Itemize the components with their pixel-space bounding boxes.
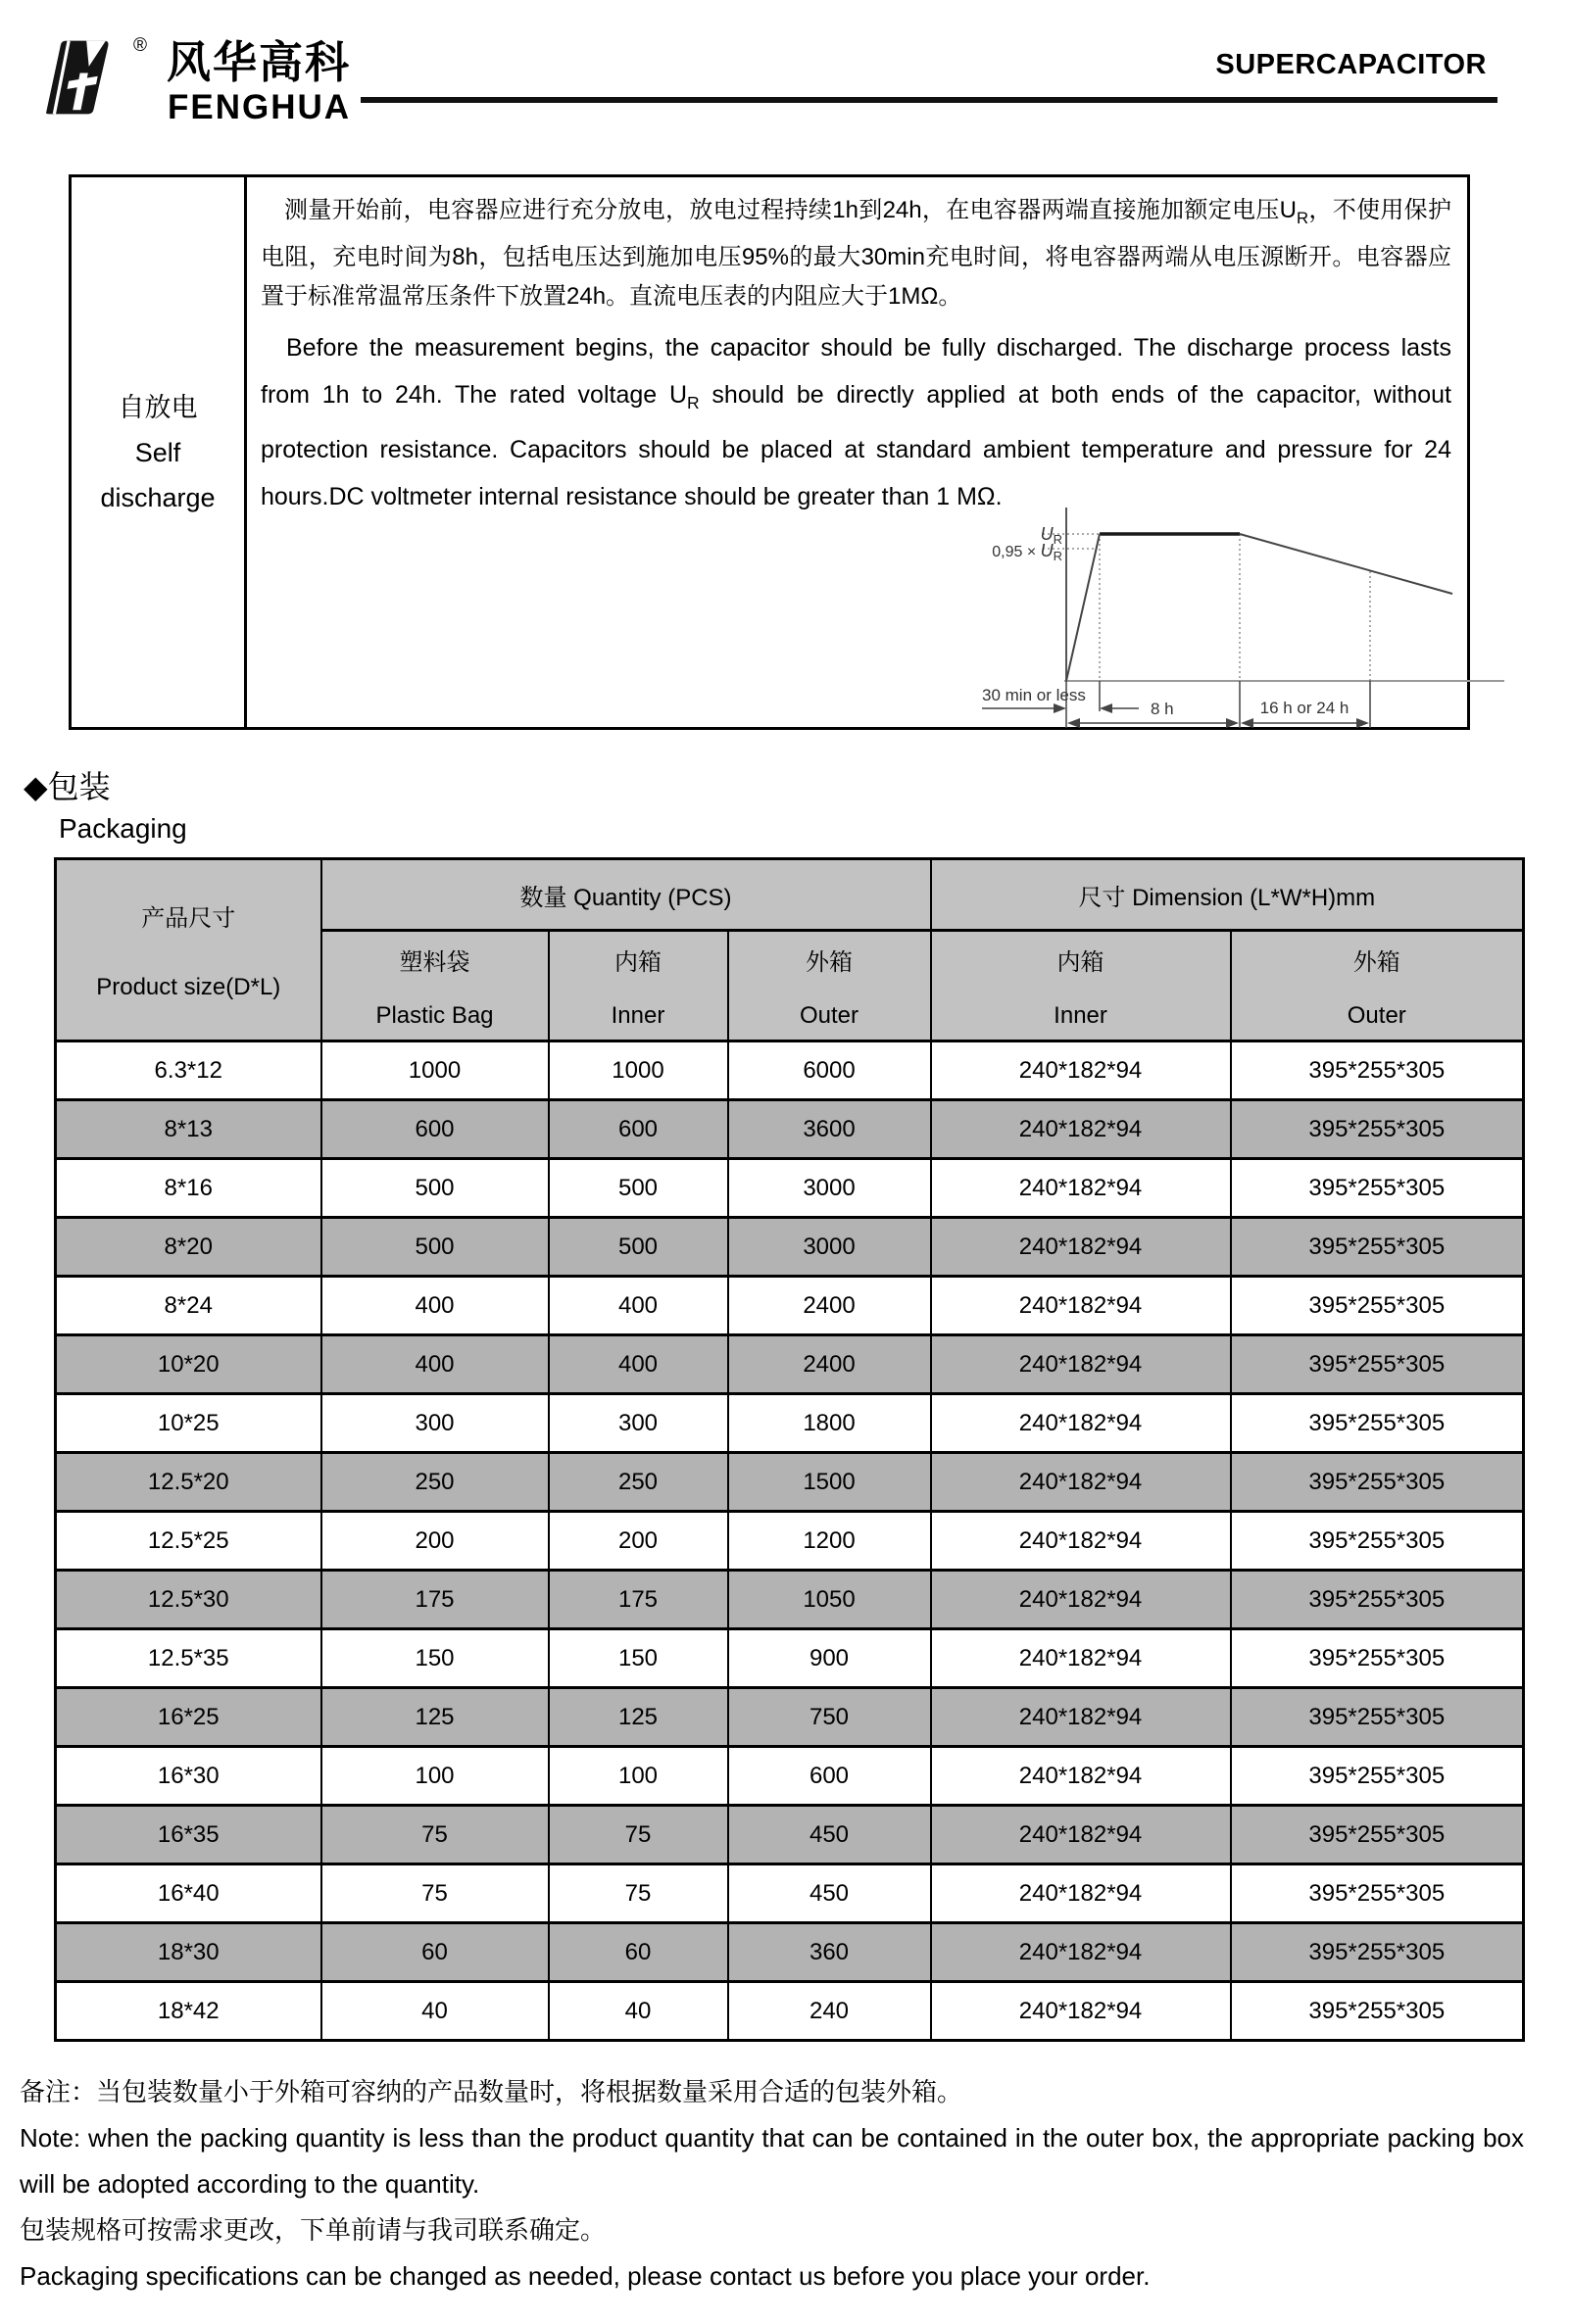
table-row bbox=[56, 1218, 1524, 1277]
table-cell: 600 bbox=[321, 1100, 549, 1159]
table-cell: 18*30 bbox=[56, 1923, 321, 1982]
brand-name-english: FENGHUA bbox=[168, 88, 352, 126]
table-cell: 6000 bbox=[728, 1041, 931, 1100]
table-cell: 1000 bbox=[549, 1041, 728, 1100]
table-cell: 125 bbox=[549, 1688, 728, 1747]
table-cell: 400 bbox=[549, 1335, 728, 1394]
table-cell: 395*255*305 bbox=[1231, 1394, 1524, 1453]
table-cell: 600 bbox=[549, 1100, 728, 1159]
table-cell: 1200 bbox=[728, 1512, 931, 1571]
table-cell: 240*182*94 bbox=[931, 1453, 1231, 1512]
table-cell: 200 bbox=[549, 1512, 728, 1571]
table-cell: 500 bbox=[549, 1159, 728, 1218]
table-cell: 360 bbox=[728, 1923, 931, 1982]
table-cell: 300 bbox=[321, 1394, 549, 1453]
table-cell: 240*182*94 bbox=[931, 1571, 1231, 1629]
table-cell: 600 bbox=[728, 1747, 931, 1806]
table-cell: 240*182*94 bbox=[931, 1864, 1231, 1923]
table-cell: 3000 bbox=[728, 1159, 931, 1218]
table-cell: 450 bbox=[728, 1806, 931, 1864]
note-cn: 备注：当包装数量小于外箱可容纳的产品数量时，将根据数量采用合适的包装外箱。 bbox=[20, 2077, 963, 2106]
packaging-heading-en: Packaging bbox=[59, 813, 187, 844]
table-cell: 500 bbox=[549, 1218, 728, 1277]
table-cell: 18*42 bbox=[56, 1982, 321, 2041]
table-cell: 500 bbox=[321, 1159, 549, 1218]
packaging-heading-cn: ◆包装 bbox=[24, 769, 111, 804]
self-discharge-section bbox=[69, 174, 1470, 730]
ur95-label: $0,95 \times U_R$ bbox=[992, 541, 1062, 563]
table-cell: 40 bbox=[549, 1982, 728, 2041]
packaging-table-body bbox=[56, 1041, 1524, 2041]
table-cell: 100 bbox=[321, 1747, 549, 1806]
table-row bbox=[56, 1688, 1524, 1747]
table-cell: 75 bbox=[549, 1864, 728, 1923]
table-cell: 8*24 bbox=[56, 1277, 321, 1335]
packaging-table bbox=[54, 857, 1525, 2042]
table-cell: 250 bbox=[549, 1453, 728, 1512]
table-cell: 395*255*305 bbox=[1231, 1453, 1524, 1512]
label-cn: 自放电 bbox=[118, 392, 198, 422]
table-cell: 150 bbox=[321, 1629, 549, 1688]
table-cell: 16*30 bbox=[56, 1747, 321, 1806]
col-header-outer-qty: 外箱 Outer bbox=[728, 931, 931, 1041]
table-cell: 400 bbox=[321, 1335, 549, 1394]
table-cell: 395*255*305 bbox=[1231, 1747, 1524, 1806]
table-cell: 240*182*94 bbox=[931, 1512, 1231, 1571]
table-cell: 125 bbox=[321, 1688, 549, 1747]
table-cell: 250 bbox=[321, 1453, 549, 1512]
table-cell: 10*20 bbox=[56, 1335, 321, 1394]
table-cell: 395*255*305 bbox=[1231, 1571, 1524, 1629]
table-row bbox=[56, 1277, 1524, 1335]
header-divider bbox=[361, 97, 1497, 103]
description-chinese: 测量开始前，电容器应进行充分放电，放电过程持续1h到24h，在电容器两端直接施加额定电压$U_R$，不使用保护电阻，充电时间为8h，包括电压达到施加电压95%的最大30min充电时间，将电容器两端从电压源断开。电容器应置于标准常温常压条件下放置24h。直流电压表的内阻应大于1MΩ。 bbox=[261, 197, 1451, 310]
table-cell: 12.5*30 bbox=[56, 1571, 321, 1629]
col-header-outer-dim: 外箱 Outer bbox=[1231, 931, 1524, 1041]
table-row bbox=[56, 1335, 1524, 1394]
self-discharge-description bbox=[247, 177, 1467, 727]
table-row bbox=[56, 1394, 1524, 1453]
table-cell: 240*182*94 bbox=[931, 1629, 1231, 1688]
registered-trademark-icon: ® bbox=[133, 35, 147, 56]
table-cell: 16*40 bbox=[56, 1864, 321, 1923]
table-cell: 395*255*305 bbox=[1231, 1512, 1524, 1571]
table-cell: 240*182*94 bbox=[931, 1041, 1231, 1100]
table-cell: 240*182*94 bbox=[931, 1159, 1231, 1218]
table-cell: 500 bbox=[321, 1218, 549, 1277]
label-en-2: discharge bbox=[100, 482, 216, 512]
table-cell: 240*182*94 bbox=[931, 1394, 1231, 1453]
table-cell: 240*182*94 bbox=[931, 1277, 1231, 1335]
table-cell: 395*255*305 bbox=[1231, 1629, 1524, 1688]
table-cell: 240 bbox=[728, 1982, 931, 2041]
table-cell: 2400 bbox=[728, 1277, 931, 1335]
table-row bbox=[56, 1041, 1524, 1100]
table-row bbox=[56, 1100, 1524, 1159]
table-cell: 60 bbox=[321, 1923, 549, 1982]
table-cell: 3600 bbox=[728, 1100, 931, 1159]
table-cell: 75 bbox=[549, 1806, 728, 1864]
table-cell: 12.5*35 bbox=[56, 1629, 321, 1688]
table-row bbox=[56, 1453, 1524, 1512]
table-cell: 150 bbox=[549, 1629, 728, 1688]
product-size-header-en: Product size(D*L) bbox=[96, 974, 281, 1000]
table-cell: 12.5*20 bbox=[56, 1453, 321, 1512]
table-cell: 240*182*94 bbox=[931, 1982, 1231, 2041]
table-cell: 2400 bbox=[728, 1335, 931, 1394]
table-cell: 175 bbox=[549, 1571, 728, 1629]
table-row bbox=[56, 1747, 1524, 1806]
table-cell: 75 bbox=[321, 1864, 549, 1923]
table-cell: 395*255*305 bbox=[1231, 1923, 1524, 1982]
table-cell: 16*35 bbox=[56, 1806, 321, 1864]
rest-time-label: 16 h or 24 h bbox=[1259, 699, 1349, 717]
spec-note-en: Packaging specifications can be changed as needed, please contact us before you place your order. bbox=[20, 2261, 1151, 2291]
footnotes bbox=[20, 2069, 1524, 2300]
table-cell: 395*255*305 bbox=[1231, 1864, 1524, 1923]
fenghua-logo-icon bbox=[29, 39, 127, 116]
dimension-group-header: 尺寸 Dimension (L*W*H)mm bbox=[931, 859, 1524, 931]
table-row bbox=[56, 1864, 1524, 1923]
table-cell: 8*16 bbox=[56, 1159, 321, 1218]
charge-time-label: 30 min or less bbox=[982, 686, 1086, 704]
table-cell: 200 bbox=[321, 1512, 549, 1571]
table-row bbox=[56, 1629, 1524, 1688]
table-row bbox=[56, 1512, 1524, 1571]
hold-time-label: 8 h bbox=[1151, 700, 1174, 718]
table-cell: 240*182*94 bbox=[931, 1335, 1231, 1394]
product-size-header-cn: 产品尺寸 bbox=[141, 905, 236, 932]
brand-name-chinese: 风华高科 bbox=[167, 37, 352, 87]
table-cell: 12.5*25 bbox=[56, 1512, 321, 1571]
table-cell: 1800 bbox=[728, 1394, 931, 1453]
table-cell: 6.3*12 bbox=[56, 1041, 321, 1100]
self-discharge-voltage-diagram bbox=[980, 488, 1529, 733]
col-header-plastic-bag: 塑料袋 Plastic Bag bbox=[321, 931, 549, 1041]
col-header-inner-dim: 内箱 Inner bbox=[931, 931, 1231, 1041]
table-cell: 8*20 bbox=[56, 1218, 321, 1277]
group-header-row bbox=[56, 859, 1524, 931]
table-cell: 75 bbox=[321, 1806, 549, 1864]
table-cell: 1000 bbox=[321, 1041, 549, 1100]
table-cell: 175 bbox=[321, 1571, 549, 1629]
table-cell: 240*182*94 bbox=[931, 1806, 1231, 1864]
table-cell: 395*255*305 bbox=[1231, 1100, 1524, 1159]
label-en-1: Self bbox=[134, 437, 181, 467]
table-cell: 240*182*94 bbox=[931, 1218, 1231, 1277]
table-cell: 450 bbox=[728, 1864, 931, 1923]
ur-label: $U_R$ bbox=[1040, 524, 1062, 547]
table-cell: 750 bbox=[728, 1688, 931, 1747]
table-row bbox=[56, 1982, 1524, 2041]
table-cell: 400 bbox=[321, 1277, 549, 1335]
table-cell: 395*255*305 bbox=[1231, 1041, 1524, 1100]
table-cell: 16*25 bbox=[56, 1688, 321, 1747]
table-cell: 395*255*305 bbox=[1231, 1688, 1524, 1747]
description-english: Before the measurement begins, the capacitor should be fully discharged. The discharge process lasts from 1h to 24h. The rated voltage $U_R$ should be directly applied at both ends of the capacitor, without protection resistance. Capacitors should be placed at standard ambient temperature and pressure for 24 hours.DC voltmeter internal resistance should be greater than 1 MΩ. bbox=[261, 333, 1451, 510]
table-cell: 240*182*94 bbox=[931, 1923, 1231, 1982]
self-discharge-row-label bbox=[72, 177, 247, 727]
table-cell: 8*13 bbox=[56, 1100, 321, 1159]
table-row bbox=[56, 1923, 1524, 1982]
quantity-group-header: 数量 Quantity (PCS) bbox=[321, 859, 931, 931]
table-cell: 395*255*305 bbox=[1231, 1335, 1524, 1394]
table-cell: 300 bbox=[549, 1394, 728, 1453]
note-en: Note: when the packing quantity is less than the product quantity that can be contained in the outer box, the appropriate packing box will be adopted according to the quantity. bbox=[20, 2123, 1524, 2199]
col-header-inner-qty: 内箱 Inner bbox=[549, 931, 728, 1041]
table-cell: 40 bbox=[321, 1982, 549, 2041]
table-cell: 3000 bbox=[728, 1218, 931, 1277]
spec-note-cn: 包装规格可按需求更改，下单前请与我司联系确定。 bbox=[20, 2215, 607, 2245]
table-cell: 900 bbox=[728, 1629, 931, 1688]
table-cell: 395*255*305 bbox=[1231, 1218, 1524, 1277]
table-cell: 395*255*305 bbox=[1231, 1159, 1524, 1218]
table-cell: 400 bbox=[549, 1277, 728, 1335]
table-cell: 395*255*305 bbox=[1231, 1982, 1524, 2041]
table-cell: 1050 bbox=[728, 1571, 931, 1629]
product-size-header bbox=[56, 859, 321, 1041]
table-row bbox=[56, 1571, 1524, 1629]
table-cell: 395*255*305 bbox=[1231, 1806, 1524, 1864]
table-row bbox=[56, 1806, 1524, 1864]
table-cell: 10*25 bbox=[56, 1394, 321, 1453]
table-cell: 100 bbox=[549, 1747, 728, 1806]
table-cell: 240*182*94 bbox=[931, 1688, 1231, 1747]
table-cell: 1500 bbox=[728, 1453, 931, 1512]
page-title: SUPERCAPACITOR bbox=[1215, 49, 1487, 80]
table-cell: 240*182*94 bbox=[931, 1100, 1231, 1159]
table-row bbox=[56, 1159, 1524, 1218]
table-cell: 240*182*94 bbox=[931, 1747, 1231, 1806]
table-cell: 395*255*305 bbox=[1231, 1277, 1524, 1335]
table-cell: 60 bbox=[549, 1923, 728, 1982]
